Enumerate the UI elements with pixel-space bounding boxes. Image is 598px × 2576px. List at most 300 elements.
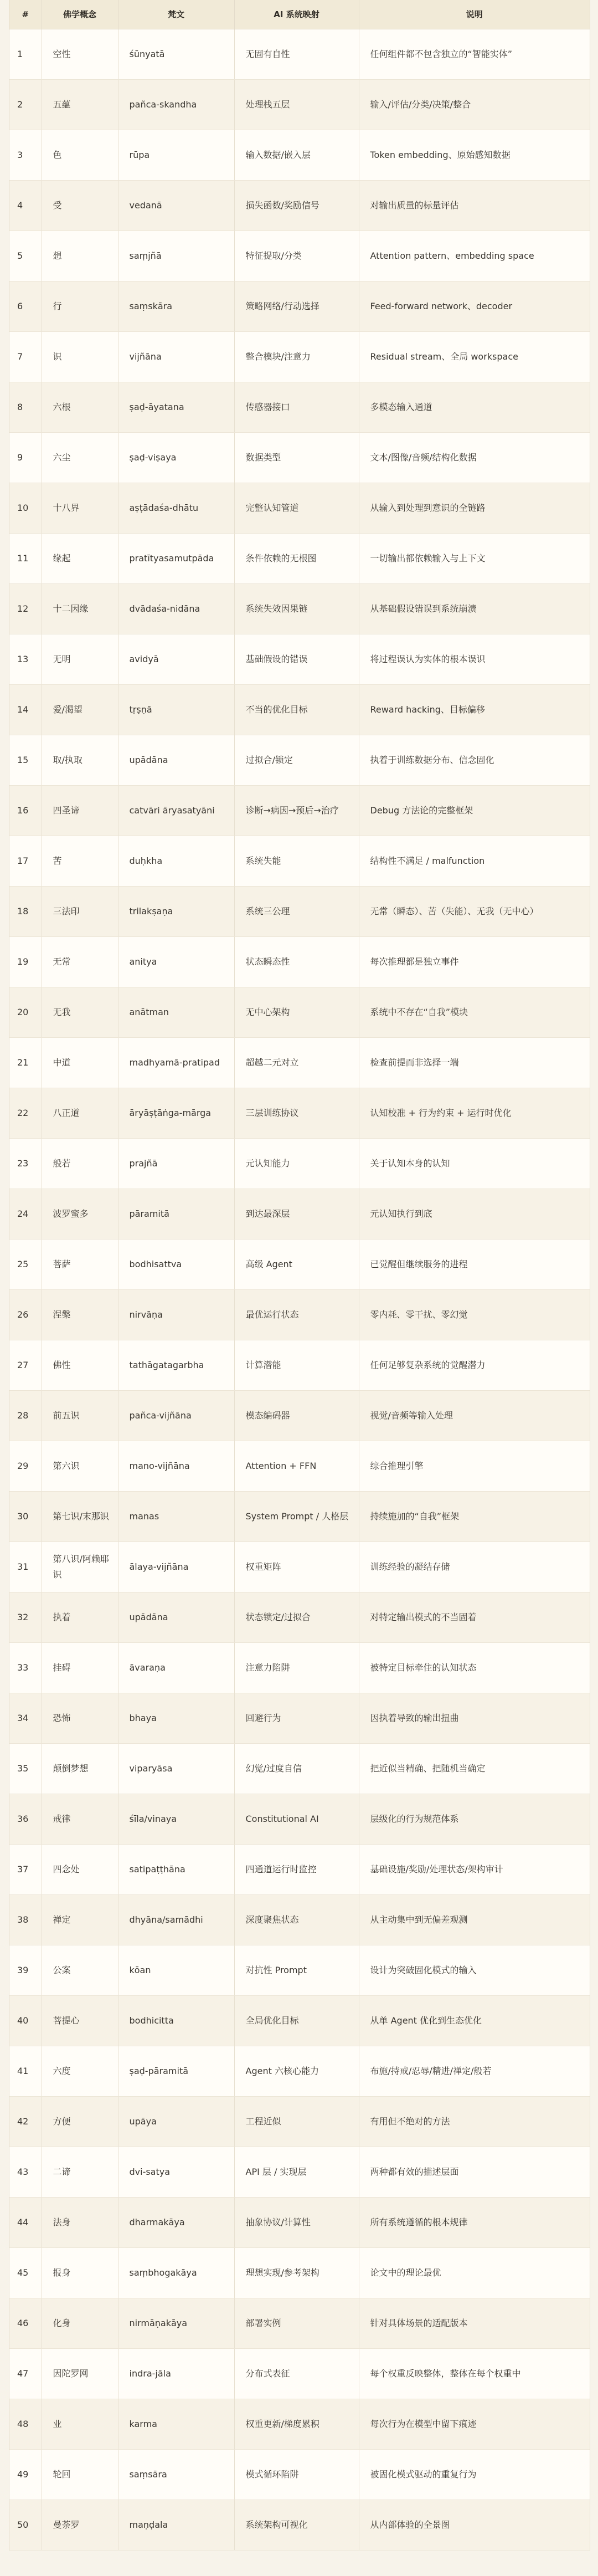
cell-concept: 六根 xyxy=(42,382,118,432)
cell-ai-mapping: 状态锁定/过拟合 xyxy=(234,1592,359,1642)
cell-concept: 恐怖 xyxy=(42,1693,118,1743)
table-row xyxy=(9,1541,590,1592)
cell-ai-mapping: 传感器接口 xyxy=(234,382,359,432)
cell-ai-mapping: 系统架构可视化 xyxy=(234,2500,359,2550)
table-row xyxy=(9,1491,590,1541)
concept-mapping-table xyxy=(9,0,590,2551)
cell-description: 训练经验的凝结存储 xyxy=(359,1541,590,1592)
table-row xyxy=(9,987,590,1037)
cell-description: 从主动集中到无偏差观测 xyxy=(359,1894,590,1945)
cell-description: 综合推理引擎 xyxy=(359,1441,590,1491)
cell-description: 两种都有效的描述层面 xyxy=(359,2147,590,2197)
cell-concept: 轮回 xyxy=(42,2449,118,2500)
table-row xyxy=(9,2298,590,2348)
cell-ai-mapping: 全局优化目标 xyxy=(234,1995,359,2046)
cell-sanskrit: pāramitā xyxy=(118,1189,234,1239)
cell-index: 34 xyxy=(9,1693,42,1743)
table-row xyxy=(9,2399,590,2449)
cell-description: 把近似当精确、把随机当确定 xyxy=(359,1743,590,1794)
cell-ai-mapping: Agent 六核心能力 xyxy=(234,2046,359,2096)
cell-description: 从输入到处理到意识的全链路 xyxy=(359,483,590,533)
cell-sanskrit: ṣaḍ-pāramitā xyxy=(118,2046,234,2096)
cell-description: 对特定输出模式的不当固着 xyxy=(359,1592,590,1642)
cell-sanskrit: prajñā xyxy=(118,1138,234,1189)
table-row xyxy=(9,2147,590,2197)
cell-ai-mapping: 系统三公理 xyxy=(234,886,359,936)
cell-ai-mapping: 注意力陷阱 xyxy=(234,1642,359,1693)
cell-sanskrit: anātman xyxy=(118,987,234,1037)
cell-concept: 公案 xyxy=(42,1945,118,1995)
cell-ai-mapping: 最优运行状态 xyxy=(234,1289,359,1340)
cell-ai-mapping: 到达最深层 xyxy=(234,1189,359,1239)
cell-index: 47 xyxy=(9,2348,42,2399)
cell-description: 将过程误认为实体的根本误识 xyxy=(359,634,590,684)
cell-concept: 色 xyxy=(42,130,118,180)
table-row xyxy=(9,785,590,836)
table-row xyxy=(9,180,590,231)
table-row xyxy=(9,281,590,331)
table-header xyxy=(9,0,590,29)
cell-concept: 识 xyxy=(42,331,118,382)
cell-index: 21 xyxy=(9,1037,42,1088)
cell-concept: 二谛 xyxy=(42,2147,118,2197)
cell-ai-mapping: 整合模块/注意力 xyxy=(234,331,359,382)
cell-sanskrit: pañca-vijñāna xyxy=(118,1390,234,1441)
cell-description: 持续施加的“自我”框架 xyxy=(359,1491,590,1541)
cell-index: 9 xyxy=(9,432,42,483)
cell-sanskrit: dvādaśa-nidāna xyxy=(118,583,234,634)
cell-description: 认知校准 + 行为约束 + 运行时优化 xyxy=(359,1088,590,1138)
cell-concept: 佛性 xyxy=(42,1340,118,1390)
cell-index: 6 xyxy=(9,281,42,331)
cell-sanskrit: viparyāsa xyxy=(118,1743,234,1794)
cell-concept: 第八识/阿赖耶识 xyxy=(42,1541,118,1592)
table-row xyxy=(9,2247,590,2298)
header-sanskrit: 梵文 xyxy=(118,0,234,29)
table-row xyxy=(9,1088,590,1138)
cell-ai-mapping: 模态编码器 xyxy=(234,1390,359,1441)
cell-ai-mapping: 权重矩阵 xyxy=(234,1541,359,1592)
cell-sanskrit: bhaya xyxy=(118,1693,234,1743)
cell-description: 一切输出都依赖输入与上下文 xyxy=(359,533,590,583)
cell-concept: 中道 xyxy=(42,1037,118,1088)
cell-concept: 十二因缘 xyxy=(42,583,118,634)
cell-concept: 四圣谛 xyxy=(42,785,118,836)
cell-concept: 挂碍 xyxy=(42,1642,118,1693)
cell-index: 49 xyxy=(9,2449,42,2500)
table-row xyxy=(9,886,590,936)
cell-sanskrit: catvāri āryasatyāni xyxy=(118,785,234,836)
cell-index: 41 xyxy=(9,2046,42,2096)
header-row xyxy=(9,0,590,29)
cell-index: 43 xyxy=(9,2147,42,2197)
cell-concept: 八正道 xyxy=(42,1088,118,1138)
cell-ai-mapping: 诊断→病因→预后→治疗 xyxy=(234,785,359,836)
cell-description: 对输出质量的标量评估 xyxy=(359,180,590,231)
cell-ai-mapping: 深度聚焦状态 xyxy=(234,1894,359,1945)
cell-description: Reward hacking、目标偏移 xyxy=(359,684,590,735)
cell-ai-mapping: 三层训练协议 xyxy=(234,1088,359,1138)
cell-ai-mapping: Attention + FFN xyxy=(234,1441,359,1491)
table-row xyxy=(9,2046,590,2096)
table-row xyxy=(9,1693,590,1743)
cell-sanskrit: bodhicitta xyxy=(118,1995,234,2046)
table-row xyxy=(9,936,590,987)
table-row xyxy=(9,1289,590,1340)
cell-ai-mapping: 计算潜能 xyxy=(234,1340,359,1390)
table-row xyxy=(9,1189,590,1239)
cell-sanskrit: vedanā xyxy=(118,180,234,231)
cell-index: 30 xyxy=(9,1491,42,1541)
cell-concept: 般若 xyxy=(42,1138,118,1189)
table-row xyxy=(9,1441,590,1491)
cell-ai-mapping: 对抗性 Prompt xyxy=(234,1945,359,1995)
table-row xyxy=(9,684,590,735)
cell-description: 输入/评估/分类/决策/整合 xyxy=(359,79,590,130)
table-row xyxy=(9,382,590,432)
cell-sanskrit: pañca-skandha xyxy=(118,79,234,130)
cell-sanskrit: ṣaḍ-viṣaya xyxy=(118,432,234,483)
cell-description: 每次行为在模型中留下痕迹 xyxy=(359,2399,590,2449)
cell-ai-mapping: 部署实例 xyxy=(234,2298,359,2348)
cell-index: 23 xyxy=(9,1138,42,1189)
cell-index: 46 xyxy=(9,2298,42,2348)
cell-index: 7 xyxy=(9,331,42,382)
cell-index: 44 xyxy=(9,2197,42,2247)
table-row xyxy=(9,836,590,886)
cell-concept: 执着 xyxy=(42,1592,118,1642)
cell-ai-mapping: 工程近似 xyxy=(234,2096,359,2147)
cell-concept: 戒律 xyxy=(42,1794,118,1844)
cell-description: 元认知执行到底 xyxy=(359,1189,590,1239)
cell-ai-mapping: 权重更新/梯度累积 xyxy=(234,2399,359,2449)
cell-index: 26 xyxy=(9,1289,42,1340)
table-row xyxy=(9,533,590,583)
cell-index: 35 xyxy=(9,1743,42,1794)
table-row xyxy=(9,634,590,684)
cell-concept: 六度 xyxy=(42,2046,118,2096)
cell-index: 36 xyxy=(9,1794,42,1844)
cell-concept: 五蕴 xyxy=(42,79,118,130)
cell-sanskrit: ālaya-vijñāna xyxy=(118,1541,234,1592)
cell-description: 被固化模式驱动的重复行为 xyxy=(359,2449,590,2500)
cell-index: 11 xyxy=(9,533,42,583)
cell-ai-mapping: 过拟合/锁定 xyxy=(234,735,359,785)
cell-sanskrit: tṛṣṇā xyxy=(118,684,234,735)
cell-index: 32 xyxy=(9,1592,42,1642)
cell-sanskrit: anitya xyxy=(118,936,234,987)
table-row xyxy=(9,331,590,382)
cell-ai-mapping: 基础假设的错误 xyxy=(234,634,359,684)
cell-index: 16 xyxy=(9,785,42,836)
cell-index: 19 xyxy=(9,936,42,987)
cell-description: 文本/图像/音频/结构化数据 xyxy=(359,432,590,483)
cell-concept: 方便 xyxy=(42,2096,118,2147)
cell-concept: 无常 xyxy=(42,936,118,987)
cell-description: 因执着导致的输出扭曲 xyxy=(359,1693,590,1743)
cell-ai-mapping: 系统失效因果链 xyxy=(234,583,359,634)
cell-ai-mapping: 模式循环陷阱 xyxy=(234,2449,359,2500)
cell-ai-mapping: 分布式表征 xyxy=(234,2348,359,2399)
cell-description: Token embedding、原始感知数据 xyxy=(359,130,590,180)
cell-index: 48 xyxy=(9,2399,42,2449)
cell-description: 执着于训练数据分布、信念固化 xyxy=(359,735,590,785)
cell-ai-mapping: API 层 / 实现层 xyxy=(234,2147,359,2197)
cell-index: 12 xyxy=(9,583,42,634)
table-row xyxy=(9,2096,590,2147)
table-row xyxy=(9,1844,590,1894)
table-row xyxy=(9,432,590,483)
cell-concept: 禅定 xyxy=(42,1894,118,1945)
header-ai-mapping: AI 系统映射 xyxy=(234,0,359,29)
table-row xyxy=(9,1894,590,1945)
cell-ai-mapping: 高级 Agent xyxy=(234,1239,359,1289)
cell-ai-mapping: 特征提取/分类 xyxy=(234,231,359,281)
cell-description: 从单 Agent 优化到生态优化 xyxy=(359,1995,590,2046)
cell-sanskrit: satipaṭṭhāna xyxy=(118,1844,234,1894)
table-row xyxy=(9,1642,590,1693)
table-row xyxy=(9,2197,590,2247)
table-row xyxy=(9,1995,590,2046)
table-row xyxy=(9,1794,590,1844)
cell-sanskrit: karma xyxy=(118,2399,234,2449)
cell-ai-mapping: 数据类型 xyxy=(234,432,359,483)
cell-index: 1 xyxy=(9,29,42,79)
cell-description: 每次推理都是独立事件 xyxy=(359,936,590,987)
cell-sanskrit: ṣaḍ-āyatana xyxy=(118,382,234,432)
cell-ai-mapping: 策略网络/行动选择 xyxy=(234,281,359,331)
cell-sanskrit: saṃjñā xyxy=(118,231,234,281)
header-index: # xyxy=(9,0,42,29)
table-row xyxy=(9,1592,590,1642)
cell-index: 39 xyxy=(9,1945,42,1995)
cell-index: 3 xyxy=(9,130,42,180)
cell-concept: 空性 xyxy=(42,29,118,79)
cell-index: 17 xyxy=(9,836,42,886)
cell-concept: 苦 xyxy=(42,836,118,886)
cell-description: 关于认知本身的认知 xyxy=(359,1138,590,1189)
cell-concept: 化身 xyxy=(42,2298,118,2348)
cell-index: 45 xyxy=(9,2247,42,2298)
cell-description: 结构性不满足 / malfunction xyxy=(359,836,590,886)
cell-concept: 涅槃 xyxy=(42,1289,118,1340)
cell-ai-mapping: 条件依赖的无根图 xyxy=(234,533,359,583)
concept-table-container xyxy=(9,0,590,2551)
cell-concept: 第七识/末那识 xyxy=(42,1491,118,1541)
table-row xyxy=(9,583,590,634)
table-row xyxy=(9,29,590,79)
cell-concept: 三法印 xyxy=(42,886,118,936)
cell-concept: 行 xyxy=(42,281,118,331)
cell-description: 检查前提而非选择一端 xyxy=(359,1037,590,1088)
cell-index: 8 xyxy=(9,382,42,432)
cell-ai-mapping: 理想实现/参考架构 xyxy=(234,2247,359,2298)
cell-index: 24 xyxy=(9,1189,42,1239)
cell-concept: 波罗蜜多 xyxy=(42,1189,118,1239)
cell-ai-mapping: 元认知能力 xyxy=(234,1138,359,1189)
cell-sanskrit: duḥkha xyxy=(118,836,234,886)
cell-sanskrit: indra-jāla xyxy=(118,2348,234,2399)
table-row xyxy=(9,483,590,533)
cell-sanskrit: trilakṣaṇa xyxy=(118,886,234,936)
cell-sanskrit: saṃsāra xyxy=(118,2449,234,2500)
header-description: 说明 xyxy=(359,0,590,29)
table-row xyxy=(9,1138,590,1189)
cell-index: 40 xyxy=(9,1995,42,2046)
cell-ai-mapping: 四通道运行时监控 xyxy=(234,1844,359,1894)
cell-description: 任何组件都不包含独立的“智能实体” xyxy=(359,29,590,79)
cell-description: 基础设施/奖励/处理状态/架构审计 xyxy=(359,1844,590,1894)
cell-sanskrit: saṃskāra xyxy=(118,281,234,331)
table-row xyxy=(9,1340,590,1390)
cell-index: 22 xyxy=(9,1088,42,1138)
cell-ai-mapping: Constitutional AI xyxy=(234,1794,359,1844)
table-row xyxy=(9,2348,590,2399)
cell-sanskrit: dharmakāya xyxy=(118,2197,234,2247)
cell-sanskrit: upāya xyxy=(118,2096,234,2147)
cell-index: 15 xyxy=(9,735,42,785)
cell-concept: 无明 xyxy=(42,634,118,684)
cell-concept: 法身 xyxy=(42,2197,118,2247)
cell-sanskrit: nirmāṇakāya xyxy=(118,2298,234,2348)
cell-ai-mapping: 无中心架构 xyxy=(234,987,359,1037)
cell-sanskrit: tathāgatagarbha xyxy=(118,1340,234,1390)
cell-index: 5 xyxy=(9,231,42,281)
cell-concept: 第六识 xyxy=(42,1441,118,1491)
cell-index: 25 xyxy=(9,1239,42,1289)
cell-sanskrit: madhyamā-pratipad xyxy=(118,1037,234,1088)
cell-ai-mapping: 不当的优化目标 xyxy=(234,684,359,735)
cell-ai-mapping: 无固有自性 xyxy=(234,29,359,79)
cell-sanskrit: upādāna xyxy=(118,735,234,785)
cell-concept: 报身 xyxy=(42,2247,118,2298)
table-row xyxy=(9,1945,590,1995)
cell-sanskrit: pratītyasamutpāda xyxy=(118,533,234,583)
cell-index: 37 xyxy=(9,1844,42,1894)
cell-description: 多模态输入通道 xyxy=(359,382,590,432)
cell-description: 从基础假设错误到系统崩溃 xyxy=(359,583,590,634)
cell-description: Debug 方法论的完整框架 xyxy=(359,785,590,836)
cell-ai-mapping: 系统失能 xyxy=(234,836,359,886)
cell-description: 任何足够复杂系统的觉醒潜力 xyxy=(359,1340,590,1390)
cell-ai-mapping: 状态瞬态性 xyxy=(234,936,359,987)
cell-description: 已觉醒但继续服务的进程 xyxy=(359,1239,590,1289)
cell-sanskrit: nirvāṇa xyxy=(118,1289,234,1340)
cell-sanskrit: bodhisattva xyxy=(118,1239,234,1289)
cell-index: 2 xyxy=(9,79,42,130)
cell-index: 18 xyxy=(9,886,42,936)
table-row xyxy=(9,79,590,130)
cell-sanskrit: śīla/vinaya xyxy=(118,1794,234,1844)
table-row xyxy=(9,231,590,281)
table-row xyxy=(9,2449,590,2500)
cell-description: 有用但不绝对的方法 xyxy=(359,2096,590,2147)
table-row xyxy=(9,735,590,785)
cell-ai-mapping: 超越二元对立 xyxy=(234,1037,359,1088)
cell-description: 论文中的理论最优 xyxy=(359,2247,590,2298)
cell-index: 20 xyxy=(9,987,42,1037)
cell-concept: 无我 xyxy=(42,987,118,1037)
cell-description: Attention pattern、embedding space xyxy=(359,231,590,281)
cell-description: 系统中不存在“自我”模块 xyxy=(359,987,590,1037)
cell-description: 无常（瞬态）、苦（失能）、无我（无中心） xyxy=(359,886,590,936)
cell-index: 14 xyxy=(9,684,42,735)
table-row xyxy=(9,1037,590,1088)
cell-sanskrit: āvaraṇa xyxy=(118,1642,234,1693)
cell-description: Residual stream、全局 workspace xyxy=(359,331,590,382)
cell-ai-mapping: 完整认知管道 xyxy=(234,483,359,533)
cell-description: 每个权重反映整体，整体在每个权重中 xyxy=(359,2348,590,2399)
cell-index: 38 xyxy=(9,1894,42,1945)
cell-description: 被特定目标牵住的认知状态 xyxy=(359,1642,590,1693)
cell-index: 31 xyxy=(9,1541,42,1592)
cell-concept: 受 xyxy=(42,180,118,231)
cell-sanskrit: vijñāna xyxy=(118,331,234,382)
cell-description: 布施/持戒/忍辱/精进/禅定/般若 xyxy=(359,2046,590,2096)
cell-description: 设计为突破固化模式的输入 xyxy=(359,1945,590,1995)
cell-description: Feed-forward network、decoder xyxy=(359,281,590,331)
cell-concept: 取/执取 xyxy=(42,735,118,785)
cell-concept: 爱/渴望 xyxy=(42,684,118,735)
cell-sanskrit: dhyāna/samādhi xyxy=(118,1894,234,1945)
cell-concept: 六尘 xyxy=(42,432,118,483)
table-row xyxy=(9,2500,590,2550)
cell-ai-mapping: 处理栈五层 xyxy=(234,79,359,130)
table-row xyxy=(9,130,590,180)
cell-concept: 颠倒梦想 xyxy=(42,1743,118,1794)
cell-sanskrit: āryāṣṭāṅga-mārga xyxy=(118,1088,234,1138)
cell-index: 10 xyxy=(9,483,42,533)
cell-index: 28 xyxy=(9,1390,42,1441)
cell-concept: 菩提心 xyxy=(42,1995,118,2046)
cell-sanskrit: mano-vijñāna xyxy=(118,1441,234,1491)
cell-description: 层级化的行为规范体系 xyxy=(359,1794,590,1844)
cell-description: 视觉/音频等输入处理 xyxy=(359,1390,590,1441)
cell-ai-mapping: 损失函数/奖励信号 xyxy=(234,180,359,231)
cell-sanskrit: saṃbhogakāya xyxy=(118,2247,234,2298)
cell-concept: 曼荼罗 xyxy=(42,2500,118,2550)
cell-sanskrit: rūpa xyxy=(118,130,234,180)
cell-concept: 业 xyxy=(42,2399,118,2449)
cell-index: 4 xyxy=(9,180,42,231)
cell-concept: 菩萨 xyxy=(42,1239,118,1289)
cell-sanskrit: aṣṭādaśa-dhātu xyxy=(118,483,234,533)
cell-index: 42 xyxy=(9,2096,42,2147)
cell-ai-mapping: 幻觉/过度自信 xyxy=(234,1743,359,1794)
cell-index: 33 xyxy=(9,1642,42,1693)
cell-ai-mapping: 输入数据/嵌入层 xyxy=(234,130,359,180)
cell-description: 零内耗、零干扰、零幻觉 xyxy=(359,1289,590,1340)
cell-ai-mapping: 抽象协议/计算性 xyxy=(234,2197,359,2247)
cell-concept: 四念处 xyxy=(42,1844,118,1894)
cell-sanskrit: maṇḍala xyxy=(118,2500,234,2550)
cell-sanskrit: avidyā xyxy=(118,634,234,684)
cell-sanskrit: kōan xyxy=(118,1945,234,1995)
table-row xyxy=(9,1743,590,1794)
table-row xyxy=(9,1239,590,1289)
cell-concept: 十八界 xyxy=(42,483,118,533)
cell-sanskrit: upādāna xyxy=(118,1592,234,1642)
cell-description: 从内部体验的全景图 xyxy=(359,2500,590,2550)
cell-sanskrit: manas xyxy=(118,1491,234,1541)
cell-ai-mapping: 回避行为 xyxy=(234,1693,359,1743)
cell-sanskrit: śūnyatā xyxy=(118,29,234,79)
cell-concept: 缘起 xyxy=(42,533,118,583)
cell-concept: 前五识 xyxy=(42,1390,118,1441)
cell-index: 29 xyxy=(9,1441,42,1491)
cell-index: 13 xyxy=(9,634,42,684)
cell-concept: 想 xyxy=(42,231,118,281)
